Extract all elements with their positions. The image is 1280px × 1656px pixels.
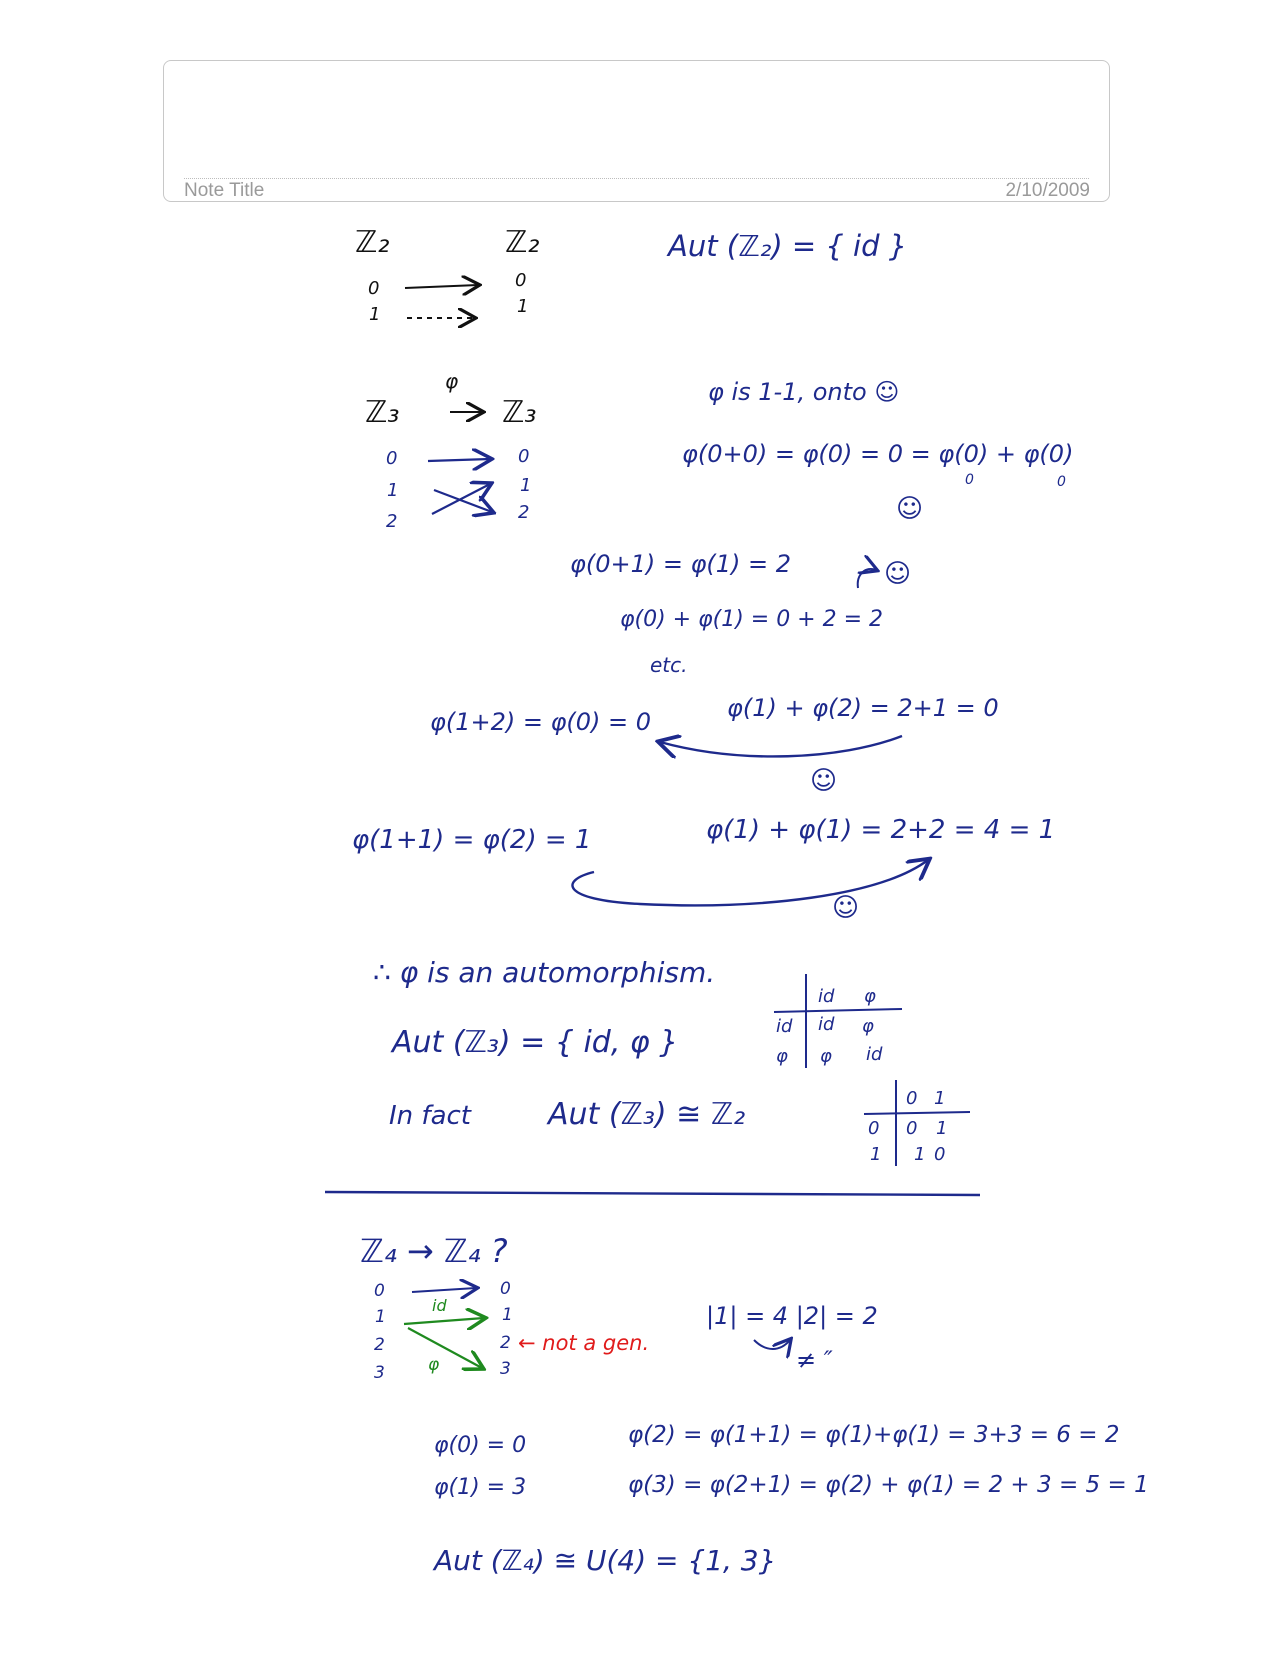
table1-row2-c1: φ (820, 1046, 832, 1067)
table1-hline (774, 1009, 902, 1012)
z2-aut: Aut (ℤ₂) = { id } (668, 229, 908, 263)
table2-hline (864, 1112, 970, 1114)
z3-right-elem-2: 2 (518, 502, 530, 523)
z3-curl-arrow (858, 569, 876, 588)
z3-left-label: ℤ₃ (365, 395, 400, 430)
note-title[interactable]: Note Title (184, 180, 265, 201)
table1-row2-c2: id (866, 1044, 883, 1065)
z3-left-elem-0: 0 (386, 448, 398, 469)
z4-phi0: φ(0) = 0 (434, 1433, 527, 1458)
z4-right-elem-2: 2 (500, 1333, 511, 1353)
note-date: 2/10/2009 (1005, 180, 1090, 201)
z4-left-elem-0: 0 (374, 1281, 385, 1301)
z3-in-fact: In fact (389, 1101, 471, 1131)
z4-arrow-0 (412, 1288, 476, 1292)
z2-arrow-0 (405, 285, 478, 288)
z3-left-elem-2: 2 (386, 511, 398, 532)
z3-line4: φ(0) + φ(1) = 0 + 2 = 2 (620, 607, 884, 632)
table2-head-1: 1 (934, 1088, 946, 1109)
table1-head-phi: φ (864, 986, 876, 1007)
z4-orders: |1| = 4 |2| = 2 (706, 1302, 878, 1330)
z3-smile-3: ☺ (810, 766, 838, 796)
z4-left-elem-1: 1 (375, 1307, 386, 1327)
z3-arrow-1 (432, 484, 490, 514)
z2-right-elem-1: 1 (517, 296, 529, 317)
z2-right-label: ℤ₂ (505, 225, 540, 260)
table2-row1-label: 0 (868, 1118, 880, 1139)
z3-conclusion: ∴ φ is an automorphism. (373, 956, 716, 989)
z4-right-elem-3: 3 (500, 1359, 511, 1379)
z3-line6b: φ(1) + φ(2) = 2+1 = 0 (727, 694, 999, 722)
table1-row1-c2: φ (862, 1016, 874, 1037)
z4-phi1: φ(1) = 3 (434, 1475, 527, 1500)
z4-left-elem-2: 2 (374, 1335, 385, 1355)
z2-section (355, 225, 907, 325)
z3-map-phi: φ (445, 369, 459, 393)
z3-curve-arrow-2 (572, 860, 928, 905)
z4-arrow-phi (408, 1328, 482, 1368)
z3-line6a: φ(1+2) = φ(0) = 0 (430, 708, 652, 736)
z4-orders-arrow (754, 1340, 790, 1349)
z4-right-elem-0: 0 (500, 1279, 511, 1299)
z4-id-label: id (432, 1296, 447, 1315)
table2-head-0: 0 (906, 1088, 918, 1109)
z3-right-elem-1: 1 (520, 475, 532, 496)
table2-row2-c1: 1 (914, 1144, 926, 1165)
table2-row2-label: 1 (870, 1144, 882, 1165)
table1-row1-c1: id (818, 1014, 835, 1035)
z3-curve-arrow-1 (660, 736, 902, 756)
table2-row2-c2: 0 (934, 1144, 946, 1165)
z4-not-gen-note: ← not a gen. (518, 1331, 650, 1355)
table2-row1-c1: 0 (906, 1118, 918, 1139)
section-divider (325, 1192, 980, 1195)
z3-right-elem-0: 0 (518, 446, 530, 467)
z2-left-elem-0: 0 (368, 278, 380, 299)
z4-heading: ℤ₄ → ℤ₄ ? (360, 1232, 508, 1270)
z4-phi-label: φ (428, 1355, 440, 1375)
z3-section (352, 369, 1073, 1166)
table1-row2-label: φ (776, 1046, 788, 1067)
z3-line7b: φ(1) + φ(1) = 2+2 = 4 = 1 (706, 815, 1056, 845)
z4-right-elem-1: 1 (502, 1305, 513, 1325)
z3-iso: Aut (ℤ₃) ≅ ℤ₂ (548, 1097, 746, 1132)
z3-line3: φ(0+1) = φ(1) = 2 (570, 550, 792, 578)
z2-table (864, 1080, 970, 1166)
z3-zero-mark-2: 0 (1057, 474, 1066, 490)
z3-line5: etc. (650, 653, 688, 677)
z3-arrow-0 (428, 459, 490, 461)
z2-left-elem-1: 1 (369, 304, 381, 325)
z2-right-elem-0: 0 (515, 270, 527, 291)
z4-left-elem-3: 3 (374, 1363, 385, 1383)
z3-right-label: ℤ₃ (502, 395, 537, 430)
z4-phi3: φ(3) = φ(2+1) = φ(2) + φ(1) = 2 + 3 = 5 = 1 (628, 1472, 1149, 1498)
z3-smile-4: ☺ (832, 893, 860, 923)
table1-row1-label: id (776, 1016, 793, 1037)
z3-left-elem-1: 1 (387, 480, 399, 501)
z3-line2: φ(0+0) = φ(0) = 0 = φ(0) + φ(0) (682, 440, 1074, 468)
z3-line1: φ is 1-1, onto ☺ (708, 378, 900, 406)
z3-zero-mark-1: 0 (965, 472, 974, 488)
z4-arrow-id (404, 1318, 484, 1324)
z3-smile-1: ☺ (896, 494, 924, 524)
z4-neq: ≠ ″ (796, 1346, 833, 1374)
table2-row1-c2: 1 (936, 1118, 948, 1139)
z2-left-label: ℤ₂ (355, 225, 390, 260)
z3-smile-2: ☺ (884, 559, 912, 589)
z4-section (360, 1232, 1149, 1577)
z3-aut: Aut (ℤ₃) = { id, φ } (392, 1025, 679, 1060)
z4-phi2: φ(2) = φ(1+1) = φ(1)+φ(1) = 3+3 = 6 = 2 (628, 1422, 1120, 1448)
aut-z3-table (774, 974, 902, 1068)
z4-result: Aut (ℤ₄) ≅ U(4) = {1, 3} (434, 1544, 777, 1577)
z3-line7a: φ(1+1) = φ(2) = 1 (352, 825, 592, 855)
table1-head-id: id (818, 986, 835, 1007)
